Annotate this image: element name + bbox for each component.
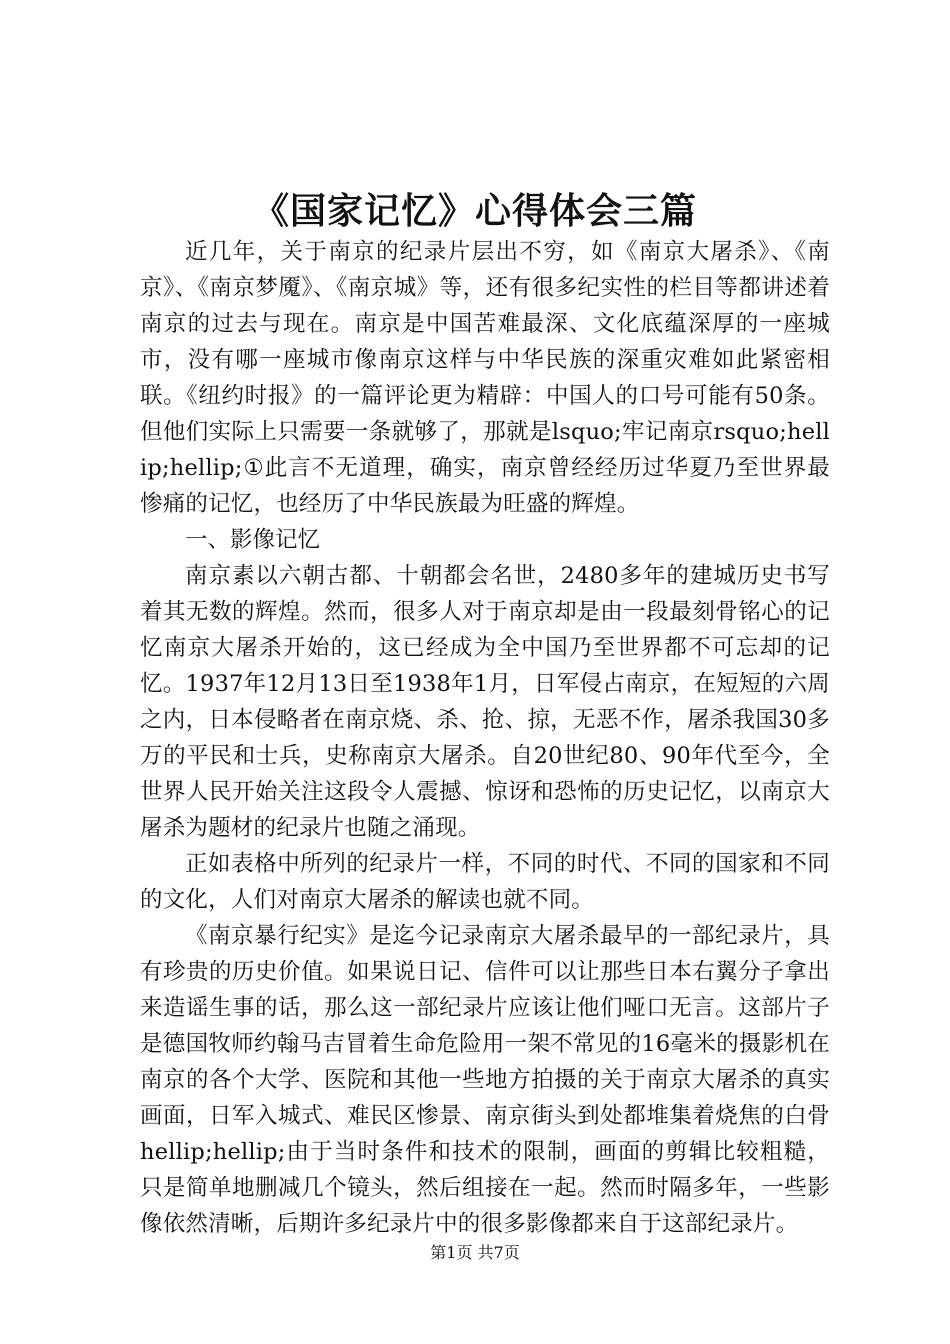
document-title: 《国家记忆》心得体会三篇 xyxy=(252,191,697,232)
section-heading-image-memory: 一、影像记忆 xyxy=(185,527,321,553)
paragraph-intro: 近几年，关于南京的纪录片层出不穷，如《南京大屠杀》、《南京》、《南京梦魇》、《南京城》等，还有很多纪实性的栏目等都讲述着南京的过去与现在。南京是中国苦难最深、文化底蕴深厚的一座城市，没有哪一座城市像南京这样与中华民族的深重灾难如此紧密相联。《纽约时报》的一篇评论更为精辟：中国人的口号可能有50条。但他们实际上只需要一条就够了，那就是lsquo;牢记南京rsquo;hellip;hellip;①此言不无道理，确实，南京曾经经历过华夏乃至世界最惨痛的记忆，也经历了中华民族最为旺盛的辉煌。 xyxy=(140,239,830,517)
paragraph-documentary: 《南京暴行纪实》是迄今记录南京大屠杀最早的一部纪录片，具有珍贵的历史价值。如果说日记、信件可以让那些日本右翼分子拿出来造谣生事的话，那么这一部纪录片应该让他们哑口无言。这部片子是德国牧师约翰马吉冒着生命危险用一架不常见的16毫米的摄影机在南京的各个大学、医院和其他一些地方拍摄的关于南京大屠杀的真实画面，日军入城式、难民区惨景、南京街头到处都堆集着烧焦的白骨hellip;hellip;由于当时条件和技术的限制，画面的剪辑比较粗糙，只是简单地删减几个镜头，然后组接在一起。然而时隔多年，一些影像依然清晰，后期许多纪录片中的很多影像都来自于这部纪录片。 xyxy=(140,923,830,1237)
paragraph-interpretation: 正如表格中所列的纪录片一样，不同的时代、不同的国家和不同的文化，人们对南京大屠杀的解读也就不同。 xyxy=(140,851,830,913)
page-footer: 第1页 共7页 xyxy=(430,1243,520,1262)
paragraph-history: 南京素以六朝古都、十朝都会名世，2480多年的建城历史书写着其无数的辉煌。然而，很多人对于南京却是由一段最刻骨铭心的记忆南京大屠杀开始的，这已经成为全中国乃至世界都不可忘却的记忆。1937年12月13日至1938年1月，日军侵占南京，在短短的六周之内，日本侵略者在南京烧、杀、抢、掠，无恶不作，屠杀我国30多万的平民和士兵，史称南京大屠杀。自20世纪80、90年代至今，全世界人民开始关注这段令人震撼、惊讶和恐怖的历史记忆，以南京大屠杀为题材的纪录片也随之涌现。 xyxy=(140,563,830,841)
document-body xyxy=(140,234,830,1242)
